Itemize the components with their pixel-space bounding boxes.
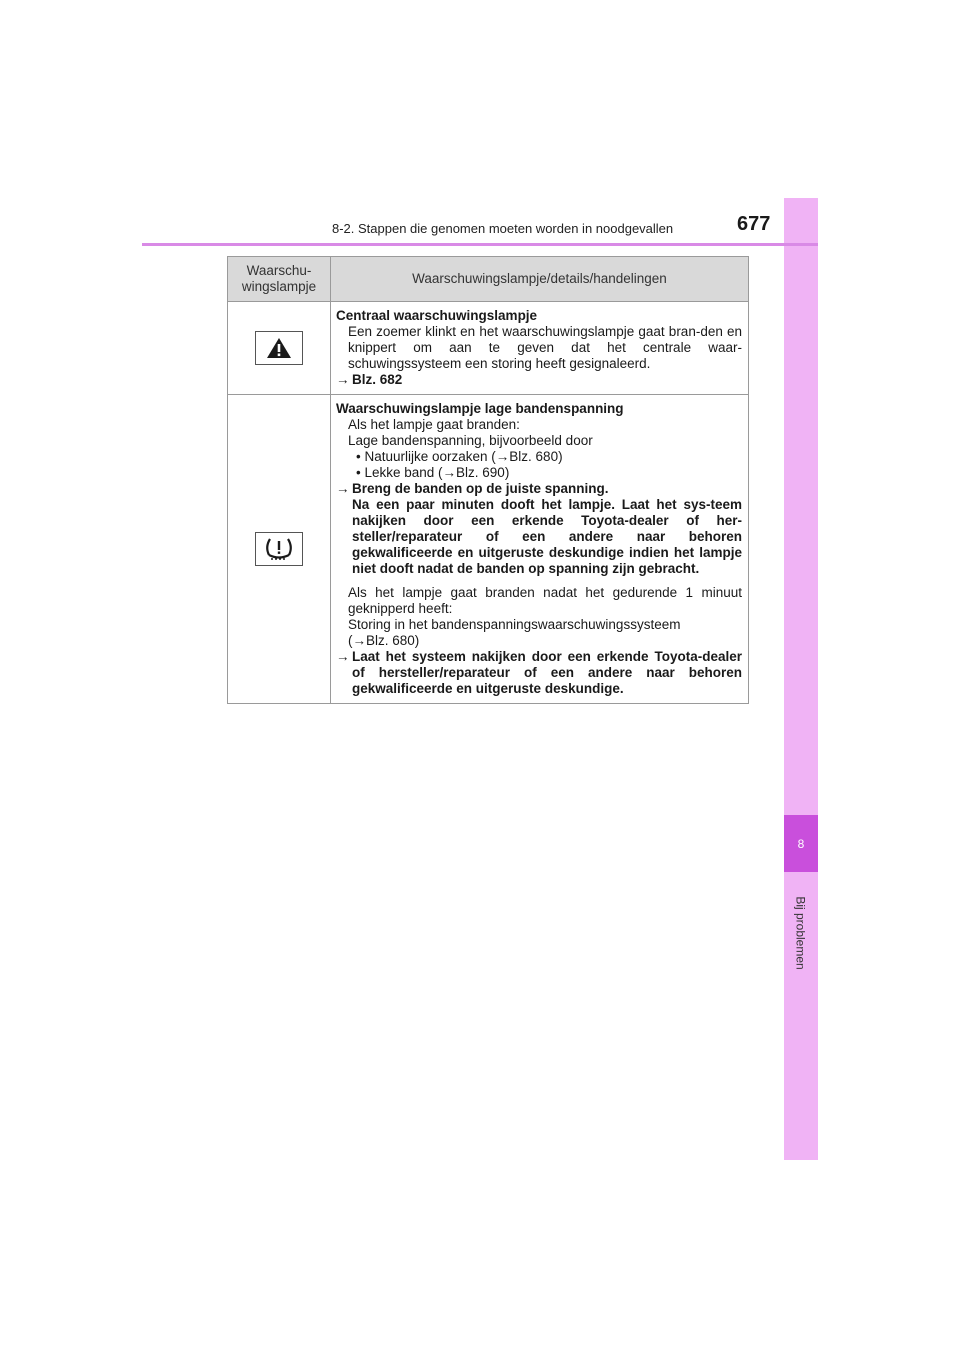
action-title: Breng de banden op de juiste spanning. (352, 481, 609, 496)
row-title: Centraal waarschuwingslampje (336, 308, 538, 323)
column-header-lamp-line2: wingslampje (241, 279, 317, 294)
list-item: • Lekke band (→Blz. 690) (336, 465, 742, 481)
arrow-icon: → (336, 481, 350, 496)
page-number: 677 (737, 213, 771, 235)
text-line: Als het lampje gaat branden nadat het gedurende 1 minuut geknipperd heeft: (348, 585, 742, 616)
column-header-lamp-line1: Waarschu- (246, 263, 312, 278)
arrow-icon: → (336, 372, 350, 387)
action-line (336, 481, 742, 497)
page-reference-link[interactable]: (→Blz. 680) (348, 633, 420, 648)
row-title: Waarschuwingslampje lage bandenspanning (336, 401, 624, 416)
text-line: Als het lampje gaat branden: (348, 417, 520, 432)
chapter-number: 8 (797, 836, 805, 851)
icon-cell (228, 302, 331, 395)
table-row (228, 395, 749, 704)
action-line (336, 649, 742, 697)
arrow-icon: → (336, 649, 350, 664)
icon-cell (228, 395, 331, 704)
warning-lights-table (227, 256, 749, 704)
page-reference-link[interactable]: Blz. 682 (352, 372, 403, 387)
section-title: 8-2. Stappen die genomen moeten worden in noodgevallen (332, 221, 674, 236)
chapter-number-badge[interactable] (784, 815, 818, 872)
chapter-label-text: Bij problemen (794, 896, 808, 970)
table-header-row (228, 257, 749, 302)
header-divider (142, 243, 818, 246)
master-warning-triangle-icon (255, 331, 303, 365)
row-description: Een zoemer klinkt en het waarschuwingslampje gaat bran-den en knippert om aan te geven dat het centrale waar-schuwingssysteem een storing heeft gesignaleerd. (348, 324, 742, 371)
column-header-lamp (228, 257, 331, 302)
action-description: Laat het systeem nakijken door een erkende Toyota-dealer of hersteller/reparateur of een andere naar behoren gekwalificeerde en uitgeruste deskundige. (352, 649, 742, 696)
tire-pressure-warning-icon (255, 532, 303, 566)
table-row (228, 302, 749, 395)
details-cell (331, 395, 749, 704)
side-tab-strip (784, 198, 818, 1160)
list-item: • Natuurlijke oorzaken (→Blz. 680) (336, 449, 742, 465)
action-description: Na een paar minuten dooft het lampje. Laat het sys-teem nakijken door een erkende Toyota-dealer of her-steller/reparateur of een andere naar behoren gekwalificeerde en uitgeruste deskundige indien het lampje niet dooft nadat de banden op spanning zijn gebracht. (352, 497, 742, 576)
details-cell (331, 302, 749, 395)
text-line: Lage bandenspanning, bijvoorbeeld door (348, 433, 593, 448)
action-line (336, 372, 742, 388)
chapter-label (784, 878, 818, 988)
text-line: Storing in het bandenspanningswaarschuwingssysteem (348, 617, 681, 632)
column-header-details: Waarschuwingslampje/details/handelingen (331, 257, 749, 302)
